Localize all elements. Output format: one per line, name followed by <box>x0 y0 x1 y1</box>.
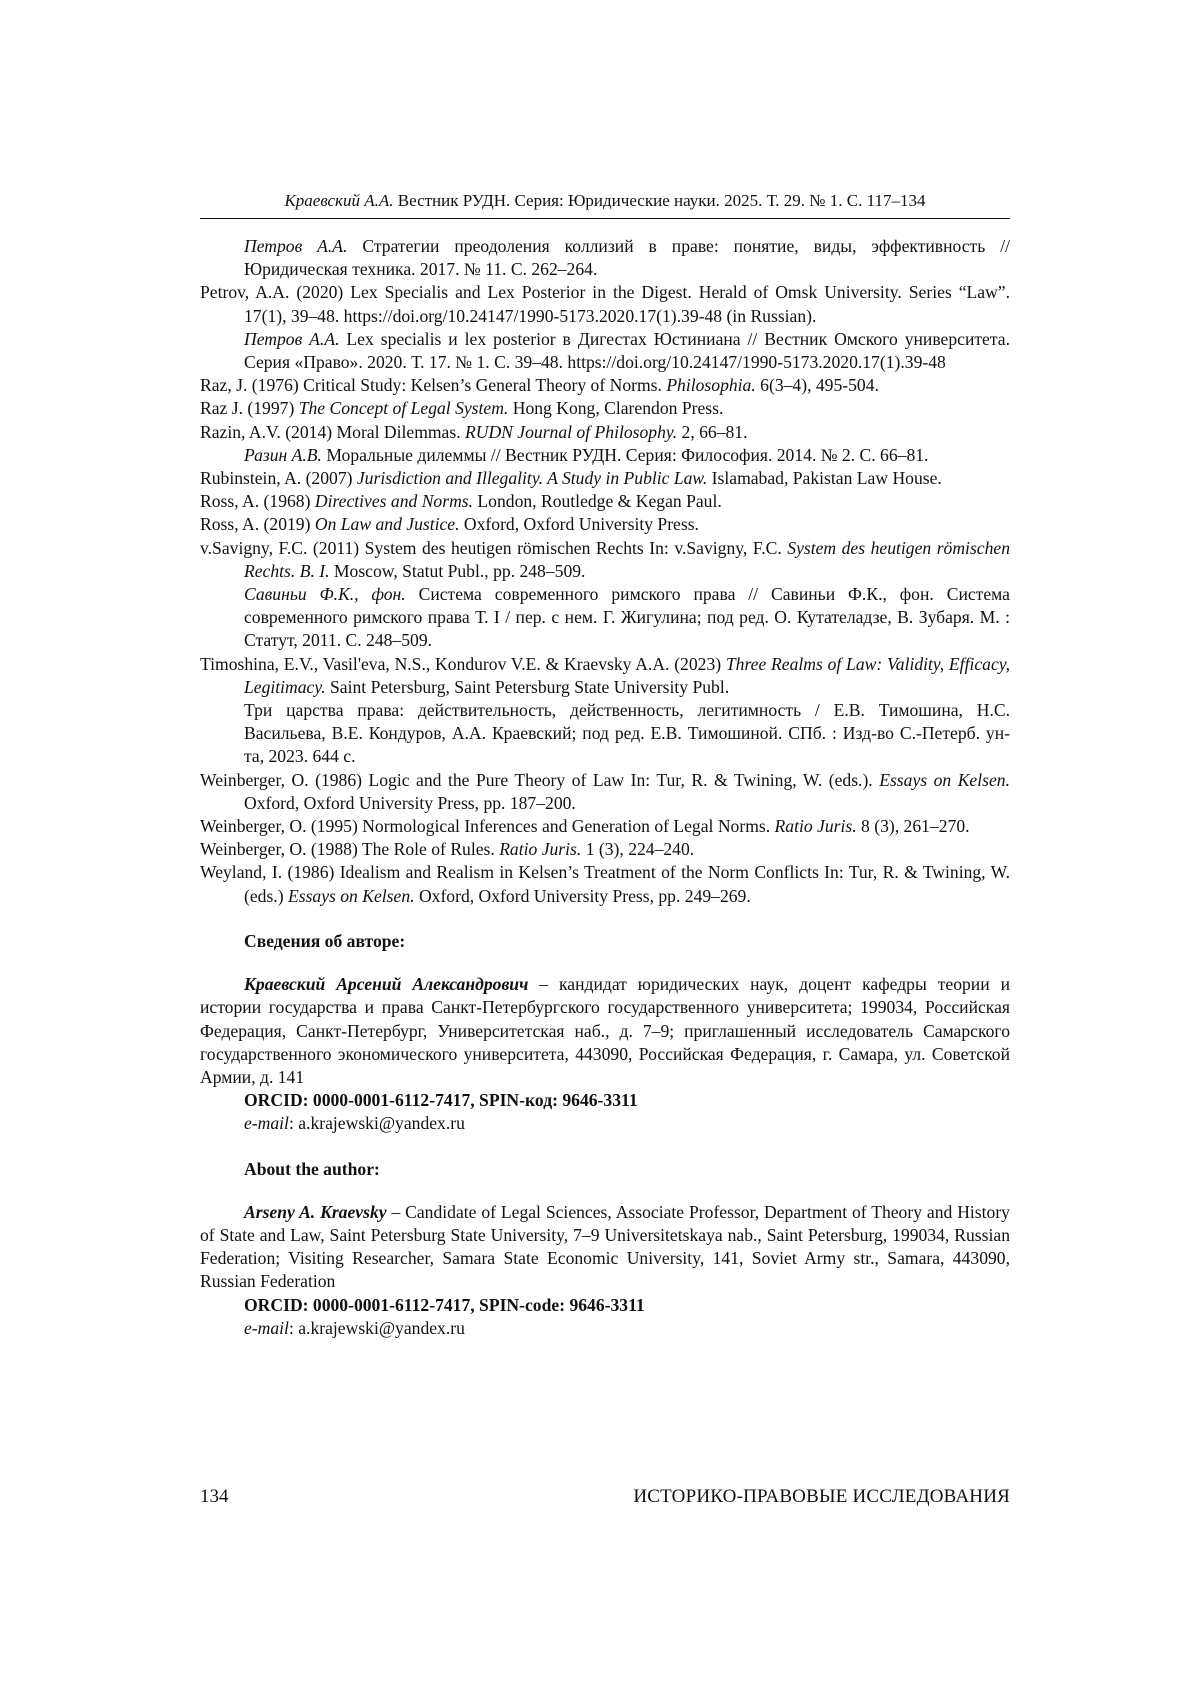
email-value-ru: : a.krajewski@yandex.ru <box>289 1113 465 1133</box>
page-content <box>200 190 1010 1340</box>
reference-text: Weinberger, O. (1988) The Role of Rules. <box>200 839 499 859</box>
reference-italic: Philosophia. <box>666 375 755 395</box>
reference-text: Weinberger, O. (1986) Logic and the Pure Theory of Law In: Tur, R. & Twining, W. (eds.). <box>200 770 879 790</box>
reference-item-ru <box>200 235 1010 281</box>
reference-item-ru <box>200 444 1010 467</box>
reference-item <box>200 467 1010 490</box>
reference-text: Rubinstein, A. (2007) <box>200 468 357 488</box>
reference-text: Моральные дилеммы // Вестник РУДН. Серия: Философия. 2014. № 2. С. 66–81. <box>322 445 928 465</box>
header-citation: Вестник РУДН. Серия: Юридические науки. 2025. Т. 29. № 1. С. 117–134 <box>398 191 926 210</box>
reference-text: Moscow, Statut Publ., pp. 248–509. <box>330 561 586 581</box>
reference-text: Ross, A. (2019) <box>200 514 315 534</box>
author-info-en <box>200 1158 1010 1340</box>
reference-item <box>200 421 1010 444</box>
reference-text: Lex specialis и lex posterior в Дигестах Юстиниана // Вестник Омского университета. Серия «Право». 2020. Т. 17. № 1. С. 39–48. https://doi.org/10.24147/1990-5173.2020.17(1).39-48 <box>244 329 1010 372</box>
author-bio-text-ru: – кандидат юридических наук, доцент кафедры теории и истории государства и права Санкт-Петербургского государственного университета; 199034, Российская Федерация, Санкт-Петербург, Университетская наб., д. 7–9; приглашенный исследователь Самарского государственного экономического университета, 443090, Российская Федерация, г. Самара, ул. Советской Армии, д. 141 <box>200 974 1010 1087</box>
reference-item <box>200 653 1010 699</box>
reference-italic: RUDN Journal of Philosophy. <box>465 422 677 442</box>
reference-text: Razin, A.V. (2014) Moral Dilemmas. <box>200 422 465 442</box>
author-section-title-ru: Сведения об авторе: <box>244 930 1010 953</box>
reference-item <box>200 374 1010 397</box>
reference-italic: Ratio Juris. <box>499 839 581 859</box>
reference-italic: Three Realms of Law: Validity, Efficacy, Legitimacy. <box>244 654 1010 697</box>
reference-text: v.Savigny, F.C. (2011) System des heutigen römischen Rechts In: v.Savigny, F.C. <box>200 538 787 558</box>
reference-item <box>200 281 1010 327</box>
reference-text: Weinberger, O. (1995) Normological Inferences and Generation of Legal Norms. <box>200 816 775 836</box>
journal-section-title: ИСТОРИКО-ПРАВОВЫЕ ИССЛЕДОВАНИЯ <box>633 1485 1010 1509</box>
running-header <box>200 190 1010 219</box>
reference-text: Стратегии преодоления коллизий в праве: понятие, виды, эффективность // Юридическая техника. 2017. № 11. С. 262–264. <box>244 236 1010 279</box>
reference-text: Petrov, A.A. (2020) Lex Specialis and Lex Posterior in the Digest. Herald of Omsk University. Series “Law”. 17(1), 39–48. https://doi.org/10.24147/1990-5173.2020.17(1).39-48 (in Russian). <box>200 282 1010 325</box>
reference-item <box>200 537 1010 583</box>
reference-italic: Essays on Kelsen. <box>879 770 1010 790</box>
author-bio-ru <box>200 973 1010 1089</box>
reference-item <box>200 490 1010 513</box>
reference-item <box>200 815 1010 838</box>
reference-item <box>200 861 1010 907</box>
reference-italic: Разин А.В. <box>244 445 322 465</box>
reference-text: 6(3–4), 495-504. <box>756 375 879 395</box>
reference-italic: Петров А.А. <box>244 329 339 349</box>
reference-italic: System des heutigen römischen Rechts. B. I. <box>244 538 1010 581</box>
reference-text: Raz J. (1997) <box>200 398 299 418</box>
author-email-en <box>200 1317 1010 1340</box>
author-email-ru <box>200 1112 1010 1135</box>
author-name-ru: Краевский Арсений Александрович <box>244 974 528 994</box>
reference-item-ru <box>200 583 1010 653</box>
reference-item <box>200 397 1010 420</box>
reference-item <box>200 769 1010 815</box>
reference-text: Hong Kong, Clarendon Press. <box>508 398 723 418</box>
reference-text: 1 (3), 224–240. <box>581 839 694 859</box>
reference-italic: Ratio Juris. <box>775 816 857 836</box>
reference-italic: Петров А.А. <box>244 236 347 256</box>
reference-text: Saint Petersburg, Saint Petersburg State University Publ. <box>326 677 730 697</box>
reference-text: Три царства права: действительность, действенность, легитимность / Е.В. Тимошина, Н.С. Васильева, В.Е. Кондуров, А.А. Краевский; под ред. Е.В. Тимошиной. СПб. : Изд-во С.-Петерб. ун-та, 2023. 644 с. <box>244 700 1010 766</box>
author-orcid-ru: ORCID: 0000-0001-6112-7417, SPIN-код: 9646-3311 <box>200 1089 1010 1112</box>
reference-item <box>200 513 1010 536</box>
reference-text: Timoshina, E.V., Vasil'eva, N.S., Kondurov V.E. & Kraevsky A.A. (2023) <box>200 654 726 674</box>
reference-text: 2, 66–81. <box>677 422 747 442</box>
reference-item-ru <box>200 699 1010 769</box>
email-label-ru: e-mail <box>244 1113 289 1133</box>
reference-italic: The Concept of Legal System. <box>299 398 509 418</box>
references-list <box>200 235 1010 908</box>
reference-text: Oxford, Oxford University Press. <box>460 514 699 534</box>
author-bio-text-en: – Candidate of Legal Sciences, Associate Professor, Department of Theory and History of State and Law, Saint Petersburg State University, 7–9 Universitetskaya nab., Saint Petersburg, 199034, Russian Federation; Visiting Researcher, Samara State Economic University, 141, Soviet Army str., Samara, 443090, Russian Federation <box>200 1202 1010 1292</box>
reference-italic: Jurisdiction and Illegality. A Study in Public Law. <box>357 468 707 488</box>
reference-item <box>200 838 1010 861</box>
reference-italic: On Law and Justice. <box>315 514 460 534</box>
reference-text: Islamabad, Pakistan Law House. <box>707 468 942 488</box>
reference-italic: Савиньи Ф.К., фон. <box>244 584 406 604</box>
reference-text: London, Routledge & Kegan Paul. <box>473 491 722 511</box>
reference-text: Oxford, Oxford University Press, pp. 249–269. <box>415 886 751 906</box>
email-label-en: e-mail <box>244 1318 289 1338</box>
reference-text: 8 (3), 261–270. <box>857 816 970 836</box>
reference-item-ru <box>200 328 1010 374</box>
author-orcid-en: ORCID: 0000-0001-6112-7417, SPIN-code: 9646-3311 <box>200 1294 1010 1317</box>
reference-italic: Essays on Kelsen. <box>288 886 415 906</box>
reference-text: Система современного римского права // Савиньи Ф.К., фон. Система современного римского права Т. I / пер. с нем. Г. Жигулина; под ред. О. Кутателадзе, В. Зубаря. М. : Статут, 2011. С. 248–509. <box>244 584 1010 650</box>
reference-text: Oxford, Oxford University Press, pp. 187–200. <box>244 793 576 813</box>
author-name-en: Arseny A. Kraevsky <box>244 1202 387 1222</box>
author-info-ru <box>200 930 1010 1136</box>
author-section-title-en: About the author: <box>244 1158 1010 1181</box>
reference-italic: Directives and Norms. <box>315 491 473 511</box>
header-author: Краевский А.А. <box>285 191 394 210</box>
author-bio-en <box>200 1201 1010 1294</box>
page-number: 134 <box>200 1485 229 1509</box>
reference-text: Ross, A. (1968) <box>200 491 315 511</box>
reference-text: Weyland, I. (1986) Idealism and Realism in Kelsen’s Treatment of the Norm Conflicts In: Tur, R. & Twining, W. (eds.) <box>200 862 1010 905</box>
reference-text: Raz, J. (1976) Critical Study: Kelsen’s General Theory of Norms. <box>200 375 666 395</box>
email-value-en: : a.krajewski@yandex.ru <box>289 1318 465 1338</box>
